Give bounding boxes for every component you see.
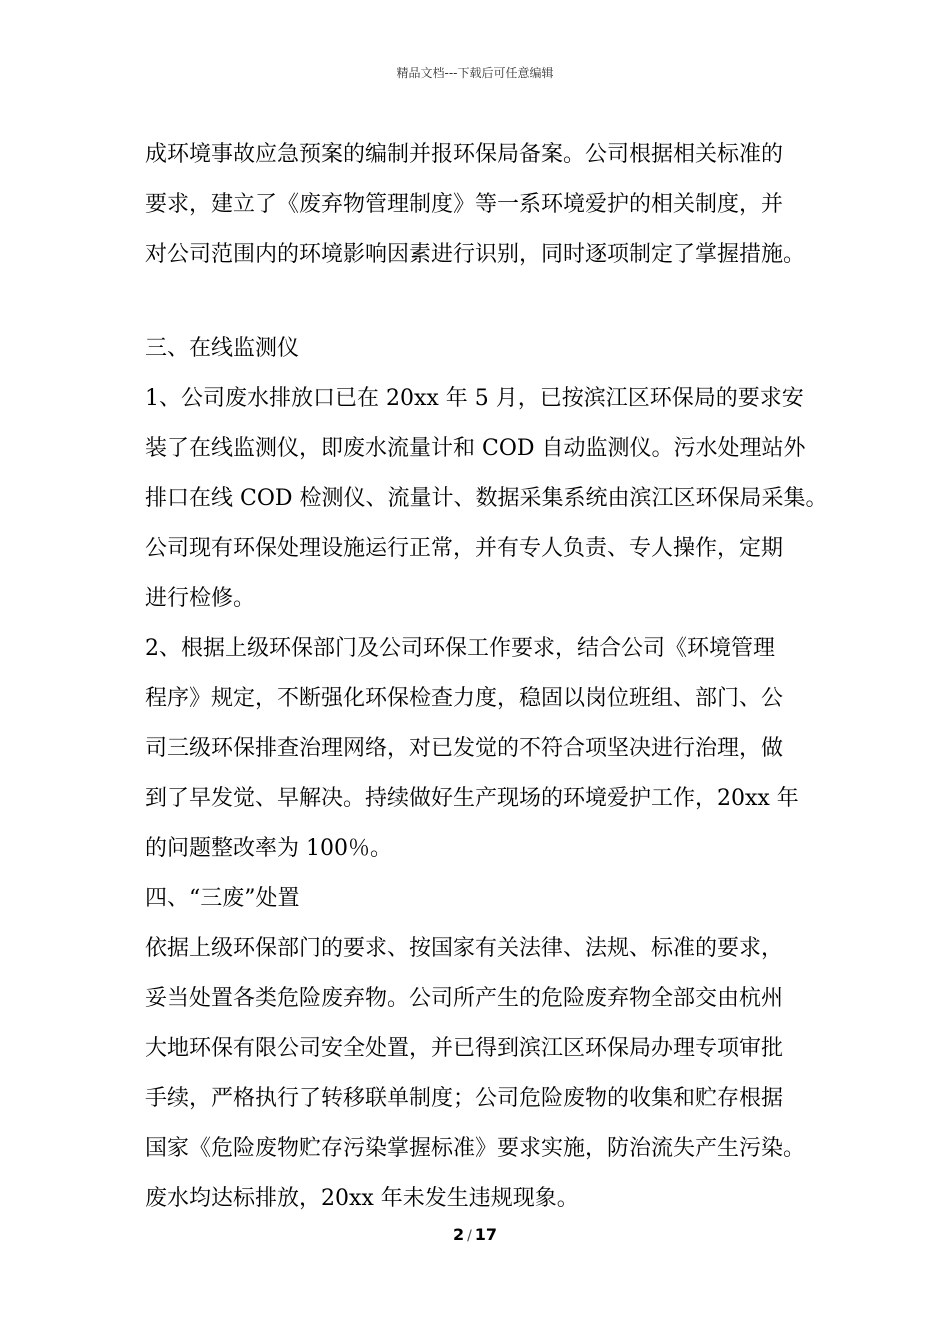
page-header: 精品文档---下载后可任意编辑 — [396, 66, 554, 80]
text-line: 对公司范围内的环境影响因素进行识别，同时逐项制定了掌握措施。 — [145, 242, 806, 267]
text-line: 手续，严格执行了转移联单制度；公司危险废物的收集和贮存根据 — [145, 1086, 784, 1111]
text-line: 要求，建立了《废弃物管理制度》等一系环境爱护的相关制度，并 — [145, 192, 784, 217]
page-separator: / — [467, 1228, 472, 1244]
text-line: 依据上级环保部门的要求、按国家有关法律、法规、标准的要求， — [145, 936, 784, 961]
text-line: 1、公司废水排放口已在 20xx 年 5 月，已按滨江区环保局的要求安 — [145, 386, 804, 411]
page-current: 2 — [452, 1225, 465, 1244]
text-line: 公司现有环保处理设施运行正常，并有专人负责、专人操作，定期 — [145, 536, 784, 561]
text-line: 到了早发觉、早解决。持续做好生产现场的环境爱护工作，20xx 年 — [145, 786, 799, 811]
text-line: 司三级环保排查治理网络，对已发觉的不符合项坚决进行治理，做 — [145, 736, 784, 761]
paragraph-gap — [145, 280, 825, 324]
section-heading: 三、在线监测仪 — [145, 336, 300, 361]
text-line: 2、根据上级环保部门及公司环保工作要求，结合公司《环境管理 — [145, 636, 775, 661]
text-line: 的问题整改率为 100％。 — [145, 836, 392, 861]
text-line: 妥当处置各类危险废弃物。公司所产生的危险废弃物全部交由杭州 — [145, 986, 784, 1011]
text-line: 程序》规定，不断强化环保检查力度，稳固以岗位班组、部门、公 — [145, 686, 784, 711]
text-line: 成环境事故应急预案的编制并报环保局备案。公司根据相关标准的 — [145, 142, 784, 167]
text-line: 装了在线监测仪，即废水流量计和 COD 自动监测仪。污水处理站外 — [145, 436, 806, 461]
page-total: 17 — [474, 1225, 498, 1244]
section-heading: 四、“三废”处置 — [145, 886, 300, 911]
text-line: 废水均达标排放，20xx 年未发生违规现象。 — [145, 1186, 579, 1211]
text-line: 国家《危险废物贮存污染掌握标准》要求实施，防治流失产生污染。 — [145, 1136, 806, 1161]
text-line: 进行检修。 — [145, 586, 256, 611]
text-line: 大地环保有限公司安全处置，并已得到滨江区环保局办理专项审批 — [145, 1036, 784, 1061]
page-number — [0, 1225, 950, 1244]
text-line: 排口在线 COD 检测仪、流量计、数据采集系统由滨江区环保局采集。 — [145, 486, 828, 511]
document-body — [145, 130, 828, 1224]
